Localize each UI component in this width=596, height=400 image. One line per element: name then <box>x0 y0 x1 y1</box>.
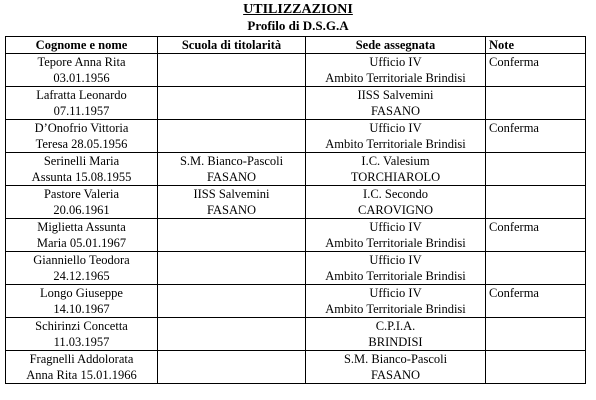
cell-name-line: Anna Rita 15.01.1966 <box>26 368 137 382</box>
cell-school <box>158 153 306 186</box>
cell-assigned-site-line: TORCHIAROLO <box>350 170 441 184</box>
cell-note: Conferma <box>486 120 586 153</box>
table-row <box>6 285 586 318</box>
cell-note <box>486 318 586 351</box>
cell-assigned-site <box>306 252 486 285</box>
cell-name-line: Serinelli Maria <box>43 154 120 168</box>
cell-assigned-site-line: Ufficio IV <box>369 121 422 135</box>
cell-name-line: 20.06.1961 <box>53 203 110 217</box>
cell-note <box>486 153 586 186</box>
cell-school-line: FASANO <box>206 170 257 184</box>
cell-assigned-site-line: S.M. Bianco-Pascoli <box>343 352 448 366</box>
cell-name <box>6 186 158 219</box>
cell-name-line: Longo Giuseppe <box>40 286 123 300</box>
cell-assigned-site-line: Ufficio IV <box>369 220 422 234</box>
cell-name <box>6 351 158 384</box>
document-subtitle: Profilo di D.S.G.A <box>247 18 349 33</box>
cell-assigned-site <box>306 54 486 87</box>
assignments-table <box>5 36 586 384</box>
cell-assigned-site-line: FASANO <box>370 104 421 118</box>
cell-school <box>158 252 306 285</box>
table-row <box>6 120 586 153</box>
cell-school-line: IISS Salvemini <box>193 187 270 201</box>
cell-school-line: FASANO <box>206 203 257 217</box>
cell-note <box>486 186 586 219</box>
cell-note: Conferma <box>486 219 586 252</box>
cell-assigned-site <box>306 219 486 252</box>
table-row <box>6 54 586 87</box>
cell-assigned-site <box>306 120 486 153</box>
cell-name <box>6 153 158 186</box>
cell-school <box>158 285 306 318</box>
document-title: UTILIZZAZIONI <box>243 2 353 17</box>
cell-name-line: 24.12.1965 <box>53 269 110 283</box>
cell-assigned-site-line: Ambito Territoriale Brindisi <box>325 137 466 151</box>
cell-name-line: Assunta 15.08.1955 <box>31 170 132 184</box>
cell-note <box>486 252 586 285</box>
cell-name-line: Gianniello Teodora <box>33 253 130 267</box>
cell-name <box>6 120 158 153</box>
cell-name <box>6 219 158 252</box>
cell-name <box>6 318 158 351</box>
table-row <box>6 351 586 384</box>
cell-note <box>486 351 586 384</box>
cell-assigned-site-line: I.C. Valesium <box>361 154 430 168</box>
column-header-assigned-site: Sede assegnata <box>306 37 486 54</box>
cell-name-line: 14.10.1967 <box>53 302 110 316</box>
cell-assigned-site-line: Ambito Territoriale Brindisi <box>325 302 466 316</box>
table-row <box>6 252 586 285</box>
cell-assigned-site <box>306 351 486 384</box>
table-row <box>6 318 586 351</box>
cell-note: Conferma <box>486 285 586 318</box>
cell-assigned-site-line: Ufficio IV <box>369 55 422 69</box>
cell-assigned-site <box>306 285 486 318</box>
cell-name-line: Teresa 28.05.1956 <box>35 137 128 151</box>
cell-assigned-site-line: I.C. Secondo <box>363 187 428 201</box>
cell-school <box>158 351 306 384</box>
table-row <box>6 153 586 186</box>
table-row <box>6 219 586 252</box>
cell-name-line: Fragnelli Addolorata <box>29 352 134 366</box>
cell-assigned-site-line: Ambito Territoriale Brindisi <box>325 269 466 283</box>
cell-assigned-site-line: IISS Salvemini <box>357 88 434 102</box>
cell-note <box>486 87 586 120</box>
cell-school <box>158 318 306 351</box>
cell-assigned-site-line: Ufficio IV <box>369 286 422 300</box>
cell-name <box>6 252 158 285</box>
cell-school-line: S.M. Bianco-Pascoli <box>179 154 284 168</box>
column-header-name: Cognome e nome <box>6 37 158 54</box>
cell-assigned-site-line: FASANO <box>370 368 421 382</box>
cell-name-line: Lafratta Leonardo <box>36 88 127 102</box>
cell-school <box>158 54 306 87</box>
cell-assigned-site-line: BRINDISI <box>368 335 423 349</box>
cell-name-line: 07.11.1957 <box>53 104 110 118</box>
cell-name-line: Schirinzi Concetta <box>35 319 128 333</box>
table-row <box>6 186 586 219</box>
cell-name <box>6 285 158 318</box>
cell-school <box>158 87 306 120</box>
cell-name-line: Maria 05.01.1967 <box>36 236 127 250</box>
cell-name <box>6 54 158 87</box>
cell-school <box>158 120 306 153</box>
cell-assigned-site <box>306 318 486 351</box>
column-header-school: Scuola di titolarità <box>158 37 306 54</box>
cell-name <box>6 87 158 120</box>
cell-note: Conferma <box>486 54 586 87</box>
cell-school <box>158 219 306 252</box>
cell-school <box>158 186 306 219</box>
cell-assigned-site <box>306 153 486 186</box>
cell-name-line: Tepore Anna Rita <box>37 55 126 69</box>
cell-name-line: Miglietta Assunta <box>37 220 126 234</box>
cell-name-line: Pastore Valeria <box>43 187 120 201</box>
cell-assigned-site-line: Ufficio IV <box>369 253 422 267</box>
cell-assigned-site <box>306 87 486 120</box>
cell-assigned-site-line: C.P.I.A. <box>375 319 416 333</box>
column-header-notes: Note <box>486 37 586 54</box>
cell-assigned-site-line: Ambito Territoriale Brindisi <box>325 236 466 250</box>
table-header-row <box>6 37 586 54</box>
table-row <box>6 87 586 120</box>
cell-assigned-site-line: CAROVIGNO <box>358 203 433 217</box>
cell-assigned-site-line: Ambito Territoriale Brindisi <box>325 71 466 85</box>
cell-name-line: 11.03.1957 <box>53 335 110 349</box>
cell-name-line: 03.01.1956 <box>53 71 110 85</box>
cell-assigned-site <box>306 186 486 219</box>
cell-name-line: D’Onofrio Vittoria <box>34 121 129 135</box>
